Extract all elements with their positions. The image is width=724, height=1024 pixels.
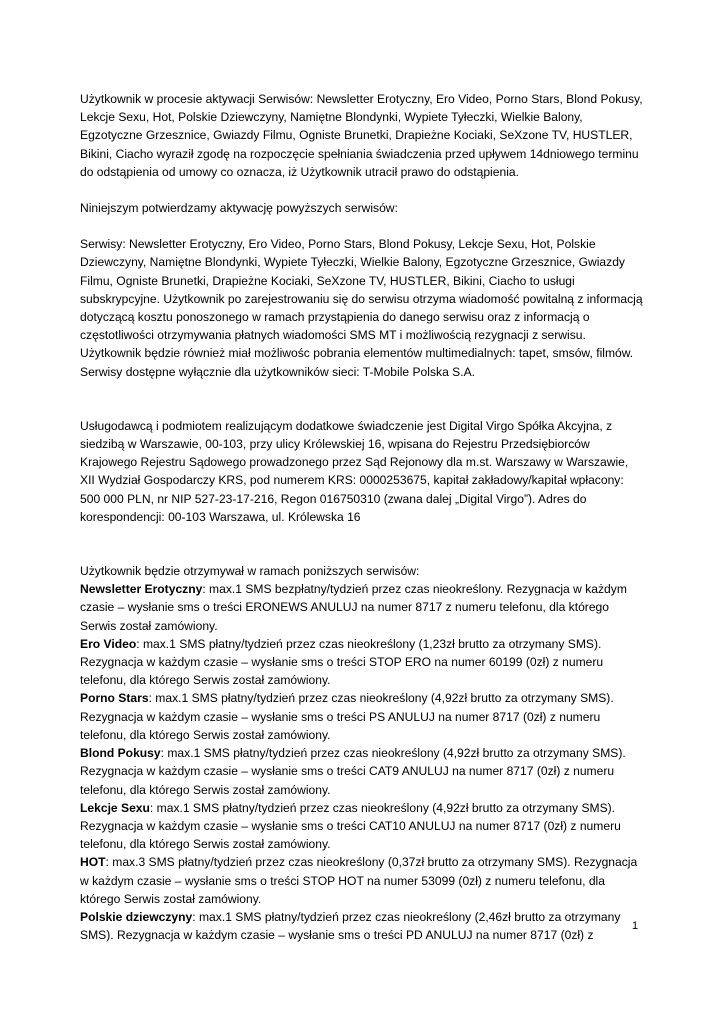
consent-paragraph: Użytkownik w procesie aktywacji Serwisów: Newsletter Erotyczny, Ero Video, Porno Stars, Blond Pokusy, Lekcje Sexu, Hot, Polskie Dziewczyny, Namiętne Blondynki, Wypiete Tyłeczki, Wielkie Balony, Egzotyczne Grzesznice, Gwiazdy Filmu, Ogniste Brunetki, Drapieżne Kociaki, SeXzone TV, HUSTLER, Bikini, Ciacho wyraził zgodę na rozpoczęcie spełniania świadczenia przed upływem 14dniowego terminu do odstąpienia od umowy co oznacza, iż Użytkownik utracił prawo do odstąpienia. [80, 92, 643, 179]
service-text: : max.1 SMS płatny/tydzień przez czas nieokreślony (4,92zł brutto za otrzymany SMS). Rezygnacja w każdym czasie – wysłanie sms o treści CAT9 ANULUJ na numer 8717 (0zł) z numeru telefonu, dla którego Serwis został zamówiony. [80, 746, 626, 797]
service-entry [80, 635, 646, 690]
service-text: : max.3 SMS płatny/tydzień przez czas nieokreślony (0,37zł brutto za otrzymany SMS). Rezygnacja w każdym czasie – wysłanie sms o treści STOP HOT na numer 53099 (0zł) z numeru telefonu, dla którego Serwis został zamówiony. [80, 855, 638, 906]
service-name: Porno Stars [80, 691, 149, 706]
service-entry [80, 799, 646, 854]
service-text: : max.1 SMS płatny/tydzień przez czas nieokreślony (2,46zł brutto za otrzymany SMS). Rezygnacja w każdym czasie – wysłanie sms o treści PD ANULUJ na numer 8717 (0zł) z [80, 909, 621, 943]
service-text: : max.1 SMS płatny/tydzień przez czas nieokreślony (1,23zł brutto za otrzymany SMS). Rezygnacja w każdym czasie – wysłanie sms o treści STOP ERO na numer 60199 (0zł) z numeru telefonu, dla którego Serwis został zamówiony. [80, 636, 604, 688]
service-name: Newsletter Erotyczny [80, 582, 203, 597]
service-text: : max.1 SMS bezpłatny/tydzień przez czas nieokreślony. Rezygnacja w każdym czasie – wysłanie sms o treści ERONEWS ANULUJ na numer 8717 z numeru telefonu, dla którego Serwis został zamówiony. [80, 582, 627, 633]
service-text: : max.1 SMS płatny/tydzień przez czas nieokreślony (4,92zł brutto za otrzymany SMS). Rezygnacja w każdym czasie – wysłanie sms o treści CAT10 ANULUJ na numer 8717 (0zł) z numeru telefonu, dla którego Serwis został zamówiony. [80, 800, 621, 852]
provider-paragraph: Usługodawcą i podmiotem realizującym dodatkowe świadczenie jest Digital Virgo Spółka Akcyjna, z siedzibą w Warszawie, 00-103, przy ulicy Królewskiej 16, wpisana do Rejestru Przedsiębiorców Krajowego Rejestru Sądowego prowadzonego przez Sąd Rejonowy dla m.st. Warszawy w Warszawie, XII Wydział Gospodarczy KRS, pod numerem KRS: 0000253675, kapitał zakładowy/kapitał wpłacony: 500 000 PLN, nr NIP 527-23-17-216, Regon 016750310 (zwana dalej „Digital Virgo”). Adres do korespondencji: 00-103 Warszawa, ul. Królewska 16 [80, 418, 629, 524]
service-entry [80, 744, 646, 799]
service-name: HOT [80, 855, 106, 870]
service-name: Lekcje Sexu [80, 800, 150, 815]
page-number: 1 [632, 920, 639, 932]
confirmation-paragraph: Niniejszym potwierdzamy aktywację powyższych serwisów: [80, 201, 398, 216]
service-entry [80, 853, 646, 908]
service-name: Blond Pokusy [80, 746, 161, 761]
services-description-paragraph: Serwisy: Newsletter Erotyczny, Ero Video, Porno Stars, Blond Pokusy, Lekcje Sexu, Hot, Polskie Dziewczyny, Namiętne Blondynki, Wypiete Tyłeczki, Wielkie Balony, Egzotyczne Grzesznice, Gwiazdy Filmu, Ogniste Brunetki, Drapieżne Kociaki, SeXzone TV, HUSTLER, Bikini, Ciacho to usługi subskrypcyjne. Użytkownik po zarejestrowaniu się do serwisu otrzyma wiadomość powitalną z informacją dotyczącą kosztu ponoszonego w ramach przystąpienia do danego serwisu oraz z informacją o częstotliwości otrzymywania płatnych wiadomości SMS MT i możliwością rezygnacji z serwisu. Użytkownik będzie również miał możliwośc pobrania elementów multimedialnych: tapet, smsów, filmów. Serwisy dostępne wyłącznie dla użytkowników sieci: T-Mobile Polska S.A. [80, 237, 643, 379]
service-entry [80, 689, 646, 744]
document-page [80, 90, 646, 944]
service-entry [80, 580, 646, 635]
service-text: : max.1 SMS płatny/tydzień przez czas nieokreślony (4,92zł brutto za otrzymany SMS). Rezygnacja w każdym czasie – wysłanie sms o treści PS ANULUJ na numer 8717 (0zł) z numeru telefonu, dla którego Serwis został zamówiony. [80, 691, 614, 742]
service-entry [80, 908, 646, 944]
service-name: Ero Video [80, 636, 137, 651]
service-name: Polskie dziewczyny [80, 909, 193, 924]
services-intro: Użytkownik będzie otrzymywał w ramach poniższych serwisów: [80, 564, 420, 579]
